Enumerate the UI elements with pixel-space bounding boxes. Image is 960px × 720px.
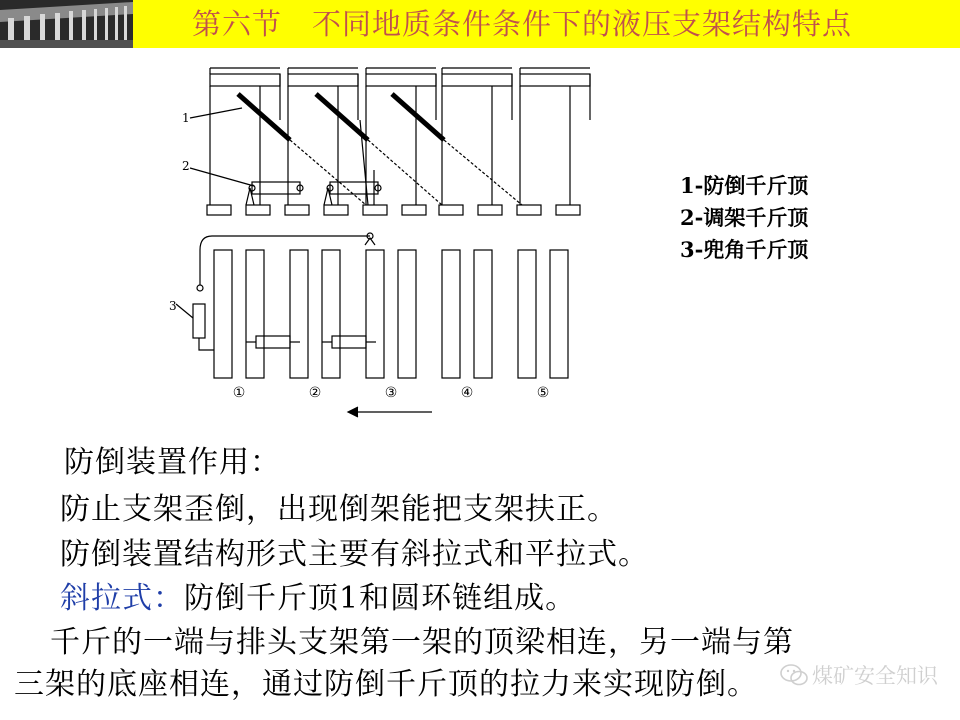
anti-topple-jack-2	[316, 94, 368, 140]
body-line-3	[60, 579, 576, 619]
canopy-5	[520, 74, 590, 86]
canopy-4	[442, 74, 512, 86]
body-line-1: 防止支架歪倒，出现倒架能把支架扶正。	[60, 492, 618, 527]
legend-item-1: 1-防倒千斤顶	[680, 173, 809, 198]
callout-1: 1	[182, 111, 190, 125]
wechat-icon	[780, 663, 808, 687]
support-number-2: ②	[308, 385, 322, 401]
adjusting-jack-2	[330, 182, 378, 194]
support-number-4: ④	[460, 385, 474, 401]
anti-topple-jack-1	[238, 94, 290, 140]
header-photo	[0, 0, 133, 48]
legend-item-2: 2-调架千斤顶	[680, 205, 809, 230]
corner-jack	[193, 304, 205, 338]
support-number-3: ③	[384, 385, 398, 401]
plan-view	[214, 250, 568, 378]
legend-item-3: 3-兜角千斤顶	[680, 237, 809, 262]
body-heading: 防倒装置作用：	[64, 445, 281, 480]
support-number-5: ⑤	[536, 385, 550, 401]
callout-3: 3	[169, 299, 177, 313]
body-line-5: 三架的底座相连，通过防倒千斤顶的拉力来实现防倒。	[14, 667, 758, 702]
hydraulic-support-diagram	[160, 60, 600, 420]
canopy-2	[288, 74, 358, 86]
body-line-4: 千斤的一端与排头支架第一架的顶梁相连，另一端与第	[50, 625, 794, 660]
adjusting-jack-1	[252, 182, 300, 194]
callout-2: 2	[182, 159, 190, 173]
support-number-1: ①	[232, 385, 246, 401]
body-line-3-label: 斜拉式：	[60, 581, 184, 616]
canopy-3	[366, 74, 436, 86]
canopy-1	[210, 74, 280, 86]
body-line-2: 防倒装置结构形式主要有斜拉式和平拉式。	[60, 537, 649, 572]
watermark-text: 煤矿安全知识	[812, 664, 938, 688]
watermark	[780, 662, 938, 688]
page-title: 第六节 不同地质条件条件下的液压支架结构特点	[192, 7, 853, 41]
body-line-3-text: 防倒千斤顶1和圆环链组成。	[184, 581, 577, 616]
